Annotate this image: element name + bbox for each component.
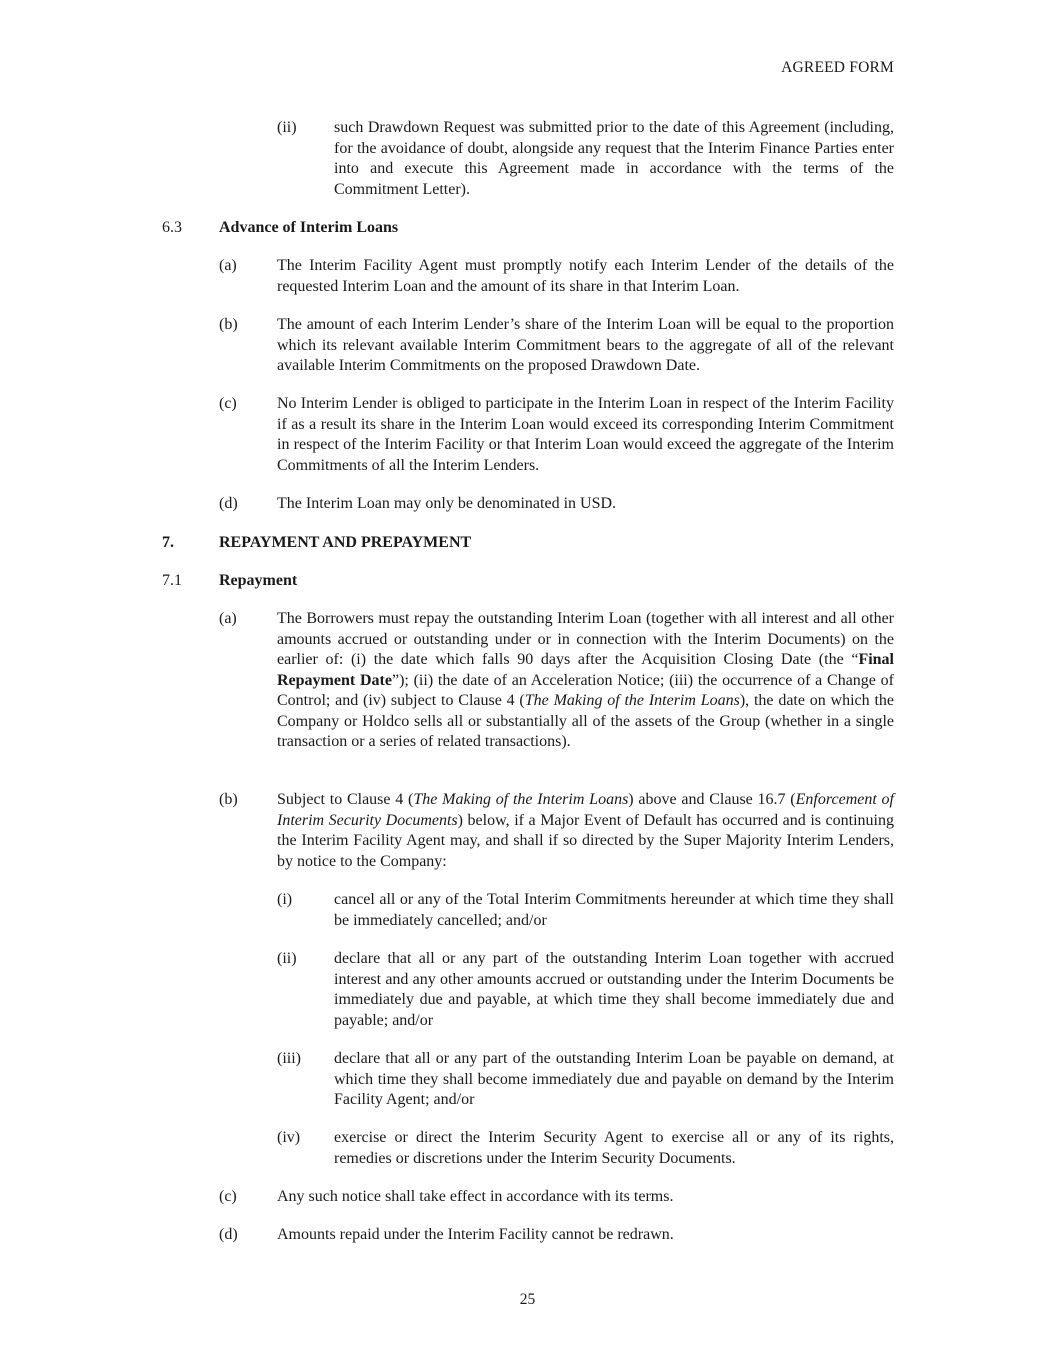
clause-title: REPAYMENT AND PREPAYMENT <box>219 534 472 551</box>
agreed-form-header: AGREED FORM <box>781 59 894 76</box>
clause-text: The Interim Facility Agent must promptly notify each Interim Lender of the details of the requested Interim Loan and the amount of its share in that Interim Loan. <box>277 257 894 295</box>
clause-number: (iv) <box>277 1129 301 1146</box>
clause-title: Repayment <box>219 572 298 589</box>
clause-reference: The Making of the Interim Loans <box>524 692 740 709</box>
clause-text: The amount of each Interim Lender’s share of the Interim Loan will be equal to the proportion which its relevant available Interim Commitment bears to the aggregate of all of the relevant available Interim Commitments on the proposed Drawdown Date. <box>277 316 894 374</box>
clause-number: 6.3 <box>162 219 182 236</box>
clause-text: exercise or direct the Interim Security Agent to exercise all or any of its rights, remedies or discretions under the Interim Security Documents. <box>334 1129 894 1167</box>
clause-text: declare that all or any part of the outstanding Interim Loan together with accrued interest and any other amounts accrued or outstanding under the Interim Documents be immediately due and payable, at which time they shall become immediately due and payable; and/or <box>334 950 894 1029</box>
clause-text <box>277 790 894 872</box>
text-run: ) above and Clause 16.7 ( <box>628 791 796 808</box>
page-number: 25 <box>519 1291 536 1308</box>
clause-reference: Enforcement of Interim Security Documents <box>277 791 895 829</box>
text-run: ”); (ii) the date of an Acceleration Notice; (iii) the occurrence of a Change of Control; and (iv) subject to Clause 4 ( <box>277 671 894 709</box>
clause-text: Any such notice shall take effect in accordance with its terms. <box>277 1188 674 1205</box>
clause-number: (a) <box>219 610 237 627</box>
text-run: ) below, if a Major Event of Default has occurred and is continuing the Interim Facility Agent may, and shall if so directed by the Super Majority Interim Lenders, by notice to the Company: <box>277 811 894 870</box>
clause-number: 7.1 <box>162 572 182 589</box>
clause-text <box>277 609 894 753</box>
clause-number: (b) <box>219 316 238 333</box>
clause-number: (c) <box>219 395 237 412</box>
clause-text: cancel all or any of the Total Interim Commitments hereunder at which time they shall be immediately cancelled; and/or <box>334 891 894 929</box>
clause-reference: The Making of the Interim Loans <box>413 791 629 808</box>
clause-text: Amounts repaid under the Interim Facility cannot be redrawn. <box>277 1226 674 1243</box>
defined-term: Final Repayment Date <box>277 651 894 689</box>
clause-text: declare that all or any part of the outstanding Interim Loan be payable on demand, at which time they shall become immediately due and payable on demand by the Interim Facility Agent; and/or <box>334 1050 894 1108</box>
clause-number: (iii) <box>277 1050 301 1067</box>
clause-text: such Drawdown Request was submitted prior to the date of this Agreement (including, for the avoidance of doubt, alongside any request that the Interim Finance Parties enter into and execute this Agreement made in accordance with the terms of the Commitment Letter). <box>334 119 894 198</box>
clause-number: 7. <box>162 534 174 551</box>
clause-text: The Interim Loan may only be denominated in USD. <box>277 495 617 512</box>
clause-title: Advance of Interim Loans <box>219 219 399 236</box>
clause-text: No Interim Lender is obliged to participate in the Interim Loan in respect of the Interim Facility if as a result its share in the Interim Loan would exceed its corresponding Interim Commitment in respect of the Interim Facility or that Interim Loan would exceed the aggregate of the Interim Commitments of all the Interim Lenders. <box>277 395 894 474</box>
clause-number: (b) <box>219 791 238 808</box>
text-run: ), the date on which the Company or Holdco sells all or substantially all of the assets of the Group (whether in a single transaction or a series of related transactions). <box>277 692 894 750</box>
clause-number: (d) <box>219 495 238 512</box>
clause-number: (a) <box>219 257 237 274</box>
text-run: The Borrowers must repay the outstanding Interim Loan (together with all interest and all other amounts accrued or outstanding under or in connection with the Interim Documents) on the earlier of: (i) the date which falls 90 days after the Acquisition Closing Date (the “ <box>277 610 894 668</box>
text-run: Subject to Clause 4 ( <box>277 791 414 808</box>
clause-number: (ii) <box>277 950 297 967</box>
clause-number: (ii) <box>277 119 297 136</box>
clause-number: (d) <box>219 1226 238 1243</box>
clause-number: (i) <box>277 891 293 908</box>
clause-number: (c) <box>219 1188 237 1205</box>
